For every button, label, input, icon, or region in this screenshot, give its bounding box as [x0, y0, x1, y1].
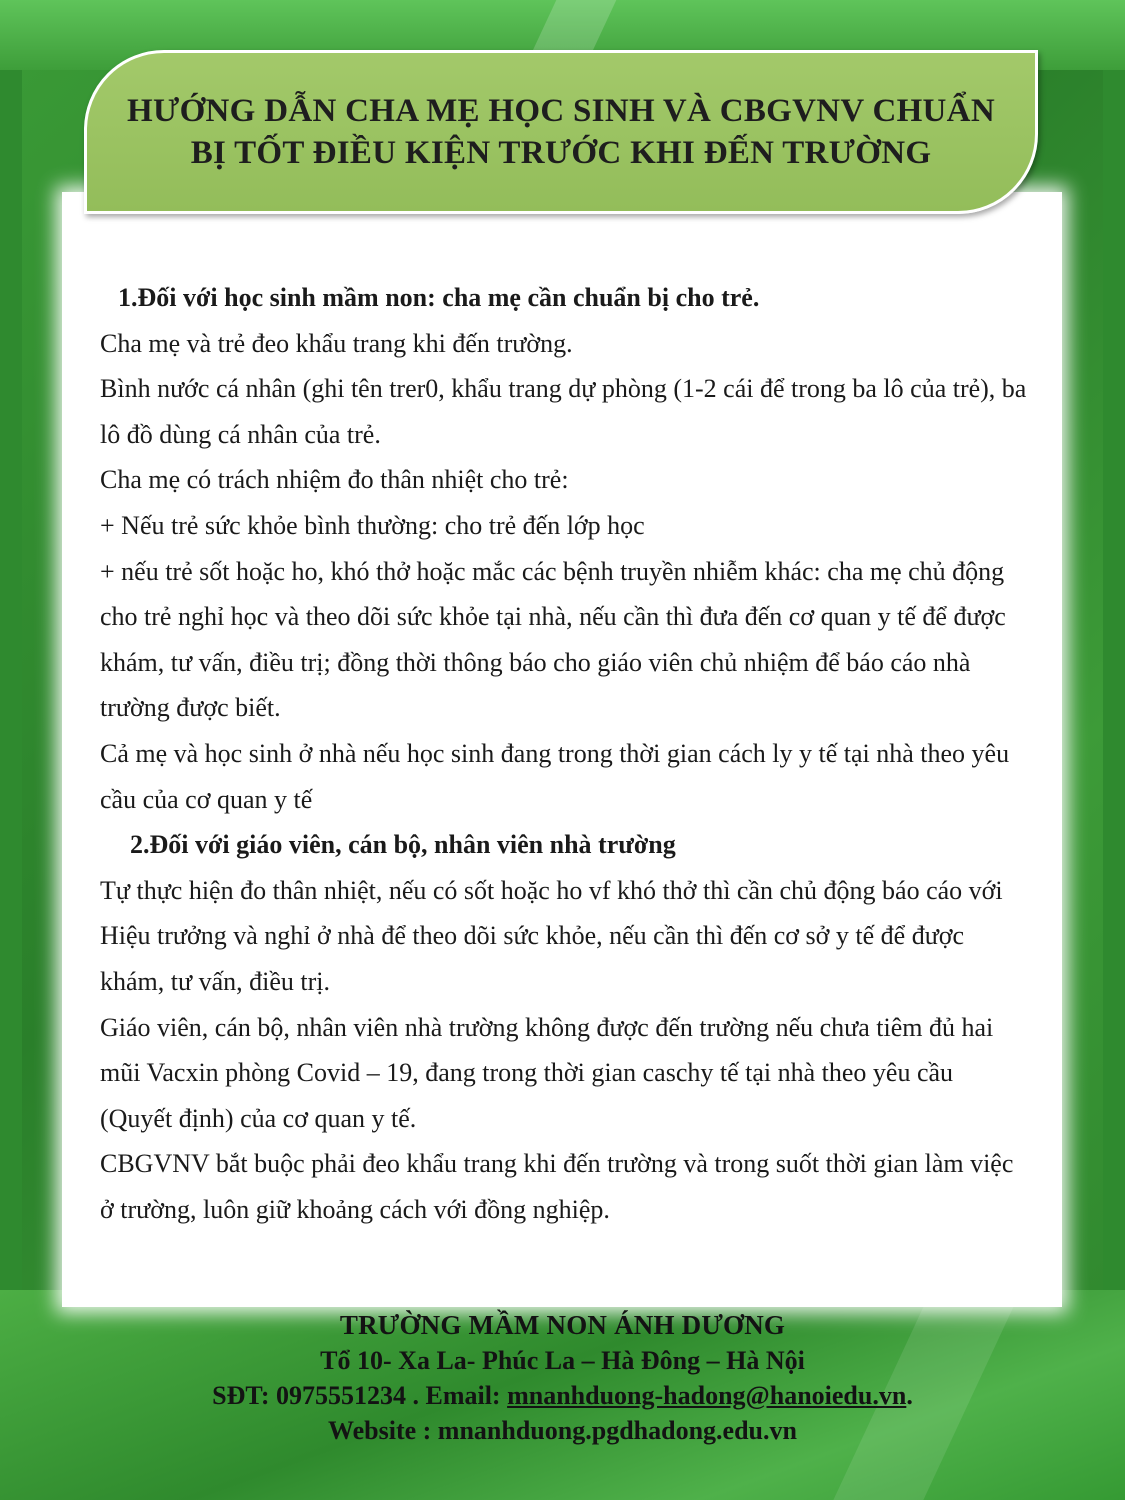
section-2-paragraph: Giáo viên, cán bộ, nhân viên nhà trường không được đến trường nếu chưa tiêm đủ hai mũi Vacxin phòng Covid – 19, đang trong thời gian caschy tế tại nhà theo yêu cầu (Quyết định) của cơ quan y tế. [100, 1012, 994, 1133]
section-2-heading: 2.Đối với giáo viên, cán bộ, nhân viên nhà trường [130, 830, 676, 860]
section-1-paragraph: Cả mẹ và học sinh ở nhà nếu học sinh đang trong thời gian cách ly y tế tại nhà theo yêu cầu của cơ quan y tế [100, 738, 1010, 814]
document-body [100, 275, 1030, 1232]
school-footer [0, 1308, 1125, 1448]
page-title: HƯỚNG DẪN CHA MẸ HỌC SINH VÀ CBGVNV CHUẨN BỊ TỐT ĐIỀU KIỆN TRƯỚC KHI ĐẾN TRƯỜNG [127, 93, 995, 171]
section-1-paragraph: Cha mẹ có trách nhiệm đo thân nhiệt cho trẻ: [100, 465, 569, 495]
phone-text: SĐT: 0975551234 . Email: [212, 1381, 508, 1410]
email-link[interactable]: mnanhduong-hadong@hanoiedu.vn [507, 1381, 907, 1410]
school-name: TRƯỜNG MẦM NON ÁNH DƯƠNG [339, 1310, 786, 1340]
email-suffix: . [906, 1381, 913, 1410]
section-2-paragraph: Tự thực hiện đo thân nhiệt, nếu có sốt hoặc ho vf khó thở thì cần chủ động báo cáo với Hiệu trưởng và nghỉ ở nhà để theo dõi sức khỏe, nếu cần thì đến cơ sở y tế để được khám, tư vấn, điều trị. [100, 875, 1003, 996]
section-1-paragraph: + Nếu trẻ sức khỏe bình thường: cho trẻ đến lớp học [100, 510, 645, 540]
section-1-paragraph: + nếu trẻ sốt hoặc ho, khó thở hoặc mắc các bệnh truyền nhiễm khác: cha mẹ chủ động cho trẻ nghỉ học và theo dõi sức khỏe tại nhà, nếu cần thì đưa đến cơ quan y tế để được khám, tư vấn, điều trị; đồng thời thông báo cho giáo viên chủ nhiệm để báo cáo nhà trường được biết. [100, 556, 1006, 723]
section-1-paragraph: Bình nước cá nhân (ghi tên trer0, khẩu trang dự phòng (1-2 cái để trong ba lô của trẻ), ba lô đồ dùng cá nhân của trẻ. [100, 374, 1027, 449]
contact-line [0, 1378, 1125, 1413]
section-1-paragraph: Cha mẹ và trẻ đeo khẩu trang khi đến trường. [100, 328, 573, 358]
website-text: Website : mnanhduong.pgdhadong.edu.vn [328, 1416, 797, 1445]
section-2-paragraph: CBGVNV bắt buộc phải đeo khẩu trang khi đến trường và trong suốt thời gian làm việc ở trường, luôn giữ khoảng cách với đồng nghiệp. [100, 1149, 1014, 1224]
section-1-heading: 1.Đối với học sinh mầm non: cha mẹ cần chuẩn bị cho trẻ. [118, 283, 760, 312]
title-banner [84, 50, 1038, 214]
school-address: Tổ 10- Xa La- Phúc La – Hà Đông – Hà Nội [320, 1346, 805, 1375]
